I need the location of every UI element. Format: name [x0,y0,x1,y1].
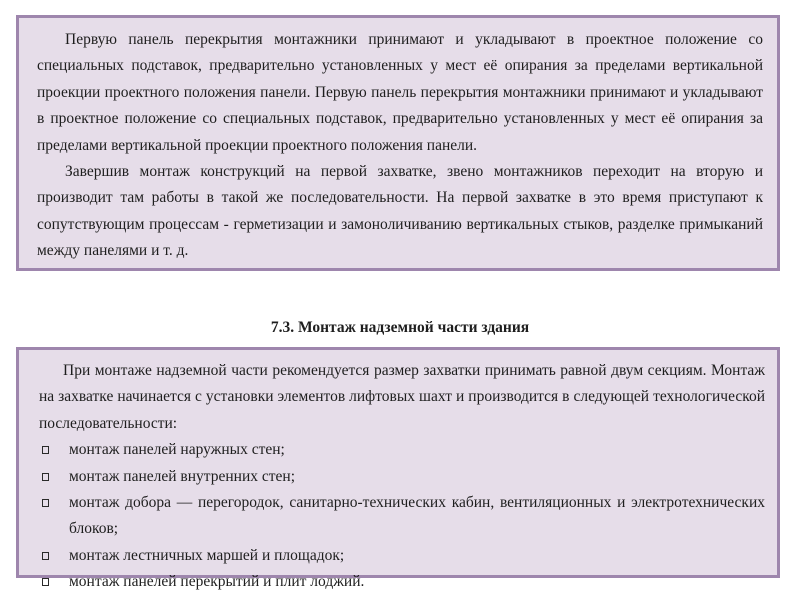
paragraph-intro: При монтаже надземной части рекомендуется размер захватки принимать равной двум секциям. Монтаж на захватке начинается с установки элементов лифтовых шахт и производится в следующей технологической последовательности: [39,362,765,432]
top-text-panel [16,15,780,271]
list-item-text: монтаж лестничных маршей и площадок; [69,546,345,564]
paragraph-panel-installation: Первую панель перекрытия монтажники принимают и укладывают в проектное положение со специальных подставок, предварительно установленных у мест её опирания за пределами вертикальной проекции проектного положения панели. Первую панель перекрытия монтажники принимают и укладывают в проектное положение со специальных подставок, предварительно установленных у мест её опирания за пределами вертикальной проекции проектного положения панели. [37,31,763,154]
square-bullet-icon [42,552,49,560]
list-item [39,490,765,543]
section-heading: 7.3. Монтаж надземной части здания [270,319,530,336]
square-bullet-icon [42,499,49,507]
bottom-text-panel [16,347,780,591]
list-item-text: монтаж добора — перегородок, санитарно-технических кабин, вентиляционных и электротехнических блоков; [69,494,765,538]
list-item [39,437,765,463]
square-bullet-icon [42,473,49,481]
paragraph-first-grip-completion: Завершив монтаж конструкций на первой захватке, звено монтажников переходит на вторую и производит там работы в такой же последовательности. На первой захватке в это время приступают к сопутствующим процессам - герметизации и замоноличиванию вертикальных стыков, разделке примыканий между панелями и т. д. [37,163,763,260]
list-item-text: монтаж панелей перекрытий и плит лоджий. [69,573,365,591]
list-item-text: монтаж панелей внутренних стен; [69,467,296,485]
square-bullet-icon [42,578,49,586]
square-bullet-icon [42,446,49,454]
list-item [39,569,765,595]
list-item-text: монтаж панелей наружных стен; [69,441,285,459]
sequence-list [39,437,765,595]
list-item [39,464,765,490]
list-item [39,543,765,569]
